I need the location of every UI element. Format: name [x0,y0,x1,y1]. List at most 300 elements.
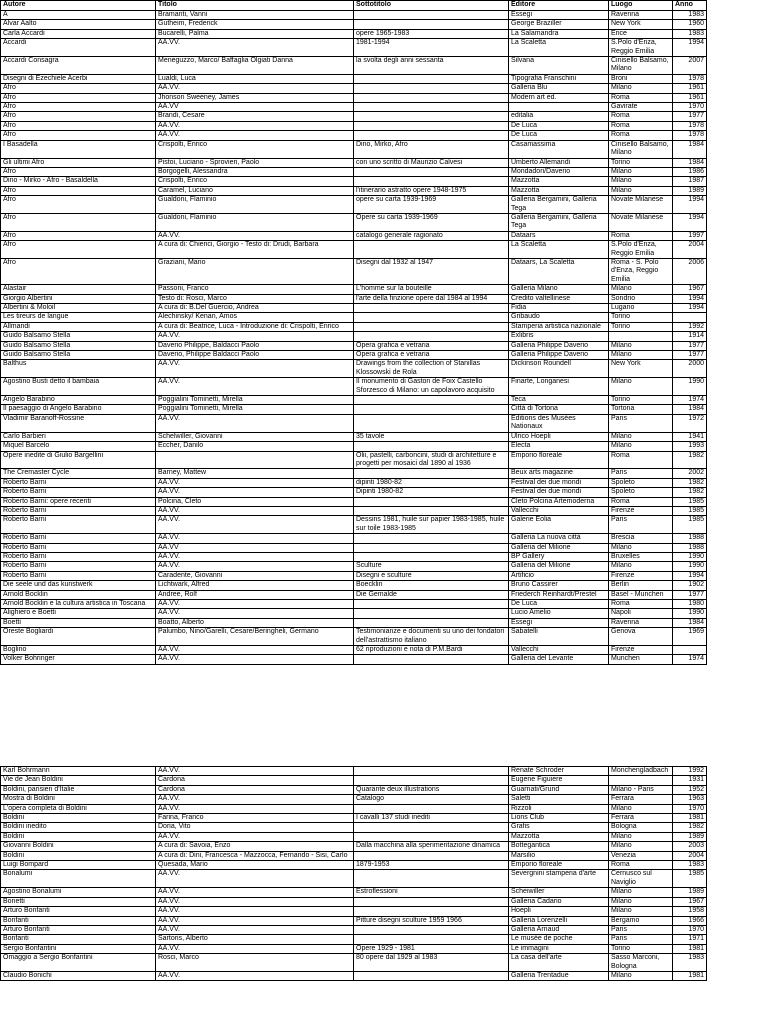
titolo-cell: AA.VV. [156,378,354,396]
autore-cell: Bonfanti [1,935,156,944]
titolo-cell: A cura di: B.Del Guercio, Andrea [156,304,354,313]
anno-cell: 1977 [673,112,707,121]
titolo-cell: Gutheim, Frederick [156,20,354,29]
editore-cell: Marsilio [509,851,609,860]
titolo-cell: Borgogelli, Alessandra [156,167,354,176]
anno-cell: 1960 [673,20,707,29]
autore-cell: Afro [1,241,156,259]
anno-cell: 1985 [673,506,707,515]
sottotitolo-cell: Opere 1929 - 1981 [354,944,509,953]
autore-cell: Die seele und das kunstwerk [1,581,156,590]
autore-cell: Roberto Barni [1,488,156,497]
table-row [1,29,707,38]
autore-cell: Alvar Aalto [1,20,156,29]
luogo-cell: Milano [609,341,673,350]
sottotitolo-cell [354,103,509,112]
editore-cell: Galleria Bergamini, Galleria Tega [509,213,609,231]
table-row [1,469,707,478]
anno-cell: 1902 [673,581,707,590]
sottotitolo-cell [354,534,509,543]
autore-cell: Accardi Consagra [1,57,156,75]
table-row [1,925,707,934]
anno-cell: 1971 [673,935,707,944]
anno-cell: 1941 [673,432,707,441]
table-row [1,497,707,506]
luogo-cell: Milano [609,378,673,396]
luogo-cell: Ravenna [609,618,673,627]
table-row [1,258,707,284]
luogo-cell: Cinisello Balsamo, Milano [609,57,673,75]
autore-cell: Volker Bohringer [1,655,156,664]
table-row [1,971,707,980]
autore-cell: Miquel Barcelo [1,442,156,451]
anno-cell: 1990 [673,562,707,571]
anno-cell: 1994 [673,213,707,231]
titolo-cell: Andree, Rolf [156,590,354,599]
luogo-cell: Lugano [609,304,673,313]
table-row [1,478,707,487]
autore-cell: Arnold Bocklin [1,590,156,599]
sottotitolo-cell [354,971,509,980]
autore-cell: Carlo Barbieri [1,432,156,441]
editore-cell: Artificio [509,571,609,580]
sottotitolo-cell [354,506,509,515]
luogo-cell: Roma [609,451,673,469]
autore-cell: Boglino [1,646,156,655]
anno-cell: 1997 [673,231,707,240]
editore-cell: Galleria del Milione [509,562,609,571]
sottotitolo-cell [354,925,509,934]
table-row [1,600,707,609]
luogo-cell: Ferrara [609,795,673,804]
titolo-cell: AA.VV. [156,360,354,378]
titolo-cell: A cura di: Savoia, Enzo [156,842,354,851]
editore-cell: Gribaudo [509,313,609,322]
anno-cell: 1961 [673,93,707,102]
table-row [1,804,707,813]
sottotitolo-cell: Dipinti 1980-82 [354,488,509,497]
table-row [1,241,707,259]
luogo-cell: Napoli [609,609,673,618]
table-row [1,74,707,83]
anno-cell: 1983 [673,954,707,972]
sottotitolo-cell: Dino, Mirko, Afro [354,140,509,158]
sottotitolo-cell: I cavalli 137 studi inediti [354,814,509,823]
luogo-cell: Ravenna [609,11,673,20]
anno-cell: 1967 [673,897,707,906]
anno-cell [673,313,707,322]
titolo-cell: Graziani, Mario [156,258,354,284]
editore-cell: Vallecchi [509,646,609,655]
sottotitolo-cell [354,600,509,609]
sottotitolo-cell [354,121,509,130]
table-row [1,378,707,396]
editore-cell: Dataars [509,231,609,240]
titolo-cell: AA.VV. [156,646,354,655]
anno-cell: 1978 [673,74,707,83]
sottotitolo-cell [354,907,509,916]
sottotitolo-cell [354,497,509,506]
autore-cell: Balthus [1,360,156,378]
titolo-cell: Rosci, Marco [156,954,354,972]
table-row [1,231,707,240]
editore-cell: Galleria Philippe Daverio [509,351,609,360]
table-row [1,646,707,655]
titolo-cell: Meneguzzo, Marco/ Baffaglia Olgiati Danna [156,57,354,75]
editore-cell: Mazzotta [509,177,609,186]
table-row [1,488,707,497]
editore-cell: Emporio floreale [509,451,609,469]
table-row [1,285,707,294]
titolo-cell: Pistoi, Luciano - Sprovieri, Paolo [156,158,354,167]
editore-cell: Grafis [509,823,609,832]
anno-cell: 1981 [673,814,707,823]
sottotitolo-cell [354,414,509,432]
table-row [1,332,707,341]
autore-cell: Boldini [1,814,156,823]
autore-cell: Guido Balsamo Stella [1,351,156,360]
table-row [1,93,707,102]
table-row [1,57,707,75]
table-row [1,944,707,953]
luogo-cell: Milano [609,897,673,906]
luogo-cell: Tortona [609,405,673,414]
header-titolo: Titolo [156,1,354,11]
editore-cell: George Braziller [509,20,609,29]
autore-cell: Opere inedite di Giulio Bargellini [1,451,156,469]
titolo-cell: Daverio Philippe, Baldacci Paolo [156,341,354,350]
autore-cell: Afro [1,121,156,130]
autore-cell: Roberto Barni [1,552,156,561]
titolo-cell: Passoni, Franco [156,285,354,294]
anno-cell: 1977 [673,341,707,350]
titolo-cell: Testo di: Rosci, Marco [156,294,354,303]
sottotitolo-cell: Pitture disegni sculture 1959 1966 [354,916,509,925]
table-row [1,767,707,776]
luogo-cell: Roma [609,497,673,506]
autore-cell: Les tireurs de langue [1,313,156,322]
titolo-cell: Barney, Mattew [156,469,354,478]
sottotitolo-cell [354,313,509,322]
sottotitolo-cell [354,74,509,83]
anno-cell: 1994 [673,39,707,57]
table-row [1,897,707,906]
editore-cell: Galleria Cadario [509,897,609,906]
autore-cell: Omaggio a Sergio Bonfantini [1,954,156,972]
luogo-cell: Cernusco sul Naviglio [609,870,673,888]
editore-cell: Cleto Polcina Artemoderna [509,497,609,506]
luogo-cell: Paris [609,414,673,432]
table-row [1,785,707,794]
editore-cell: La Scaletta [509,241,609,259]
sottotitolo-cell [354,552,509,561]
titolo-cell: AA.VV. [156,332,354,341]
table-row [1,795,707,804]
editore-cell: Galleria Bergamini, Galleria Tega [509,196,609,214]
anno-cell: 1972 [673,414,707,432]
luogo-cell: Milano [609,842,673,851]
anno-cell: 1982 [673,823,707,832]
sottotitolo-cell [354,131,509,140]
anno-cell: 1961 [673,84,707,93]
anno-cell: 2006 [673,258,707,284]
titolo-cell: AA.VV. [156,916,354,925]
luogo-cell: Milano [609,167,673,176]
autore-cell: Roberto Barni [1,571,156,580]
editore-cell: Ulrico Hoepli [509,432,609,441]
titolo-cell: Palumbo, Nino/Garelli, Cesare/Beringheli, Germano [156,628,354,646]
sottotitolo-cell [354,823,509,832]
titolo-cell: Sartoris, Alberto [156,935,354,944]
editore-cell: Città di Tortona [509,405,609,414]
table-row [1,20,707,29]
table-row [1,562,707,571]
editore-cell: editalia [509,112,609,121]
luogo-cell: Milano - Paris [609,785,673,794]
autore-cell: Alastair [1,285,156,294]
table-row [1,313,707,322]
table-row [1,196,707,214]
anno-cell: 2007 [673,57,707,75]
table-row [1,516,707,534]
luogo-cell: Milano [609,832,673,841]
luogo-cell: Venezia [609,851,673,860]
titolo-cell: Quesada, Mario [156,861,354,870]
editore-cell: Saletti [509,795,609,804]
sottotitolo-cell: dipinti 1980-82 [354,478,509,487]
luogo-cell: Milano [609,186,673,195]
luogo-cell: Milano [609,971,673,980]
titolo-cell: AA.VV. [156,488,354,497]
anno-cell: 1986 [673,167,707,176]
luogo-cell [609,776,673,785]
luogo-cell: Novate Milanese [609,213,673,231]
anno-cell: 1982 [673,478,707,487]
anno-cell: 1931 [673,776,707,785]
anno-cell: 2000 [673,360,707,378]
table-row [1,552,707,561]
autore-cell: L'opera completa di Boldini [1,804,156,813]
editore-cell: Credito valtellinese [509,294,609,303]
anno-cell: 1985 [673,516,707,534]
autore-cell: Bonetti [1,897,156,906]
table-row [1,322,707,331]
table-row [1,571,707,580]
titolo-cell: Caramel, Luciano [156,186,354,195]
luogo-cell: S.Polo d'Enza, Reggio Emilia [609,241,673,259]
editore-cell: Hoepli [509,907,609,916]
table-row [1,506,707,515]
titolo-cell: AA.VV. [156,516,354,534]
anno-cell: 1974 [673,655,707,664]
autore-cell: Afro [1,112,156,121]
sottotitolo-cell: 1879-1953 [354,861,509,870]
sottotitolo-cell: Testimonianze e documenti su uno dei fondatori dell'astrattismo italiano [354,628,509,646]
autore-cell: Roberto Barni [1,562,156,571]
editore-cell: Galerie Eolia [509,516,609,534]
editore-cell: Bruno Cassirer [509,581,609,590]
titolo-cell: Farina, Franco [156,814,354,823]
luogo-cell: Milano [609,543,673,552]
luogo-cell [609,332,673,341]
titolo-cell: Poggialini Tominetti, Mirella [156,405,354,414]
luogo-cell: Bergamo [609,916,673,925]
sottotitolo-cell [354,832,509,841]
sottotitolo-cell [354,767,509,776]
titolo-cell: Polcina, Cleto [156,497,354,506]
sottotitolo-cell: Drawings from the collection of Stanillas Klossowski de Rola [354,360,509,378]
anno-cell: 1970 [673,804,707,813]
luogo-cell: Roma [609,131,673,140]
sottotitolo-cell [354,609,509,618]
autore-cell: Albertini & Moloil [1,304,156,313]
table-row [1,405,707,414]
titolo-cell: AA.VV. [156,478,354,487]
sottotitolo-cell [354,776,509,785]
sottotitolo-cell [354,332,509,341]
sottotitolo-cell: l'itinerario astratto opere 1948-1975 [354,186,509,195]
sottotitolo-cell [354,304,509,313]
editore-cell: Sabatelli [509,628,609,646]
sottotitolo-cell: Dalla macchina alla sperimentazione dinamica [354,842,509,851]
titolo-cell: Lualdi, Luca [156,74,354,83]
anno-cell: 1990 [673,378,707,396]
editore-cell: Stamperia artistica nazionale [509,322,609,331]
table-row [1,628,707,646]
luogo-cell: Roma [609,121,673,130]
editore-cell: Le musée de poche [509,935,609,944]
sottotitolo-cell [354,804,509,813]
luogo-cell: Firenze [609,646,673,655]
table-row [1,213,707,231]
autore-cell: Disegni di Ezechiele Acerbi [1,74,156,83]
table-row [1,543,707,552]
luogo-cell: Milano [609,351,673,360]
autore-cell: Boldini inedito [1,823,156,832]
table-row [1,304,707,313]
table-row [1,954,707,972]
sottotitolo-cell: Olii, pastelli, carboncini, studi di architetture e progetti per mosaici dal 1890 al 1936 [354,451,509,469]
autore-cell: The Cremaster Cycle [1,469,156,478]
header-row [1,1,707,11]
titolo-cell: A cura di: Chierici, Giorgio - Testo di: Drudi, Barbara [156,241,354,259]
table-row [1,451,707,469]
autore-cell: Karl Bohrmann [1,767,156,776]
luogo-cell: Milano [609,432,673,441]
luogo-cell: Basel - Munchen [609,590,673,599]
sottotitolo-cell [354,396,509,405]
autore-cell: Afro [1,196,156,214]
editore-cell: La Salamandra [509,29,609,38]
titolo-cell: Poggialini Tominetti, Mirella [156,396,354,405]
autore-cell: Boldini [1,851,156,860]
autore-cell: Alighiero e Boetti [1,609,156,618]
editore-cell: Fidia [509,304,609,313]
table-row [1,158,707,167]
editore-cell: Silvana [509,57,609,75]
titolo-cell: Eccher, Danilo [156,442,354,451]
titolo-cell: AA.VV. [156,84,354,93]
anno-cell: 1969 [673,628,707,646]
sottotitolo-cell [354,322,509,331]
autore-cell: Carla Accardi [1,29,156,38]
sottotitolo-cell: Disegni dal 1932 al 1947 [354,258,509,284]
table-row [1,294,707,303]
anno-cell: 1974 [673,396,707,405]
table-row [1,414,707,432]
table-row [1,432,707,441]
anno-cell: 1990 [673,552,707,561]
editore-cell: Eugene Figuiere [509,776,609,785]
editore-cell: Essegi [509,618,609,627]
table-row [1,907,707,916]
table-row [1,84,707,93]
table-row [1,103,707,112]
catalog-table-continued [0,766,707,981]
editore-cell: Emporio floreale [509,861,609,870]
editore-cell: Galleria Arnaud [509,925,609,934]
autore-cell: Afro [1,103,156,112]
anno-cell: 1980 [673,600,707,609]
luogo-cell: New York [609,20,673,29]
autore-cell: Afro [1,231,156,240]
anno-cell: 1993 [673,442,707,451]
header-anno: Anno [673,1,707,11]
luogo-cell: Genova [609,628,673,646]
sottotitolo-cell [354,655,509,664]
sottotitolo-cell [354,84,509,93]
autore-cell: Allmandi [1,322,156,331]
anno-cell: 1981 [673,971,707,980]
anno-cell: 1994 [673,196,707,214]
table-row [1,851,707,860]
luogo-cell: Ferrara [609,814,673,823]
editore-cell: La casa dell'arte [509,954,609,972]
titolo-cell: Alechinsky/ Kenan, Amos [156,313,354,322]
sottotitolo-cell [354,935,509,944]
editore-cell: Exlibris [509,332,609,341]
autore-cell: Vladimir Baranoff-Rossine [1,414,156,432]
sottotitolo-cell [354,11,509,20]
editore-cell: Electa [509,442,609,451]
titolo-cell: Daverio, Philippe Baldacci Paolo [156,351,354,360]
titolo-cell: AA.VV. [156,944,354,953]
editore-cell: Tipografia Franschini [509,74,609,83]
table-row [1,655,707,664]
autore-cell: Vie de Jean Boldini [1,776,156,785]
anno-cell: 1914 [673,332,707,341]
editore-cell: Severgnini stamperia d'arte [509,870,609,888]
titolo-cell: Caradente, Giovanni [156,571,354,580]
editore-cell: Casamassima [509,140,609,158]
table-row [1,842,707,851]
sottotitolo-cell [354,851,509,860]
editore-cell: Mazzotta [509,186,609,195]
anno-cell: 1990 [673,609,707,618]
table-row [1,935,707,944]
titolo-cell: Cardona [156,776,354,785]
editore-cell: Teca [509,396,609,405]
autore-cell: Giorgio Albertini [1,294,156,303]
editore-cell: Dickinson Roundell [509,360,609,378]
editore-cell: Lions Club [509,814,609,823]
editore-cell: Festival dei due mondi [509,488,609,497]
titolo-cell: AA.VV. [156,552,354,561]
sottotitolo-cell: opere su carta 1939-1969 [354,196,509,214]
titolo-cell: AA.VV. [156,600,354,609]
table-row [1,112,707,121]
table-row [1,916,707,925]
